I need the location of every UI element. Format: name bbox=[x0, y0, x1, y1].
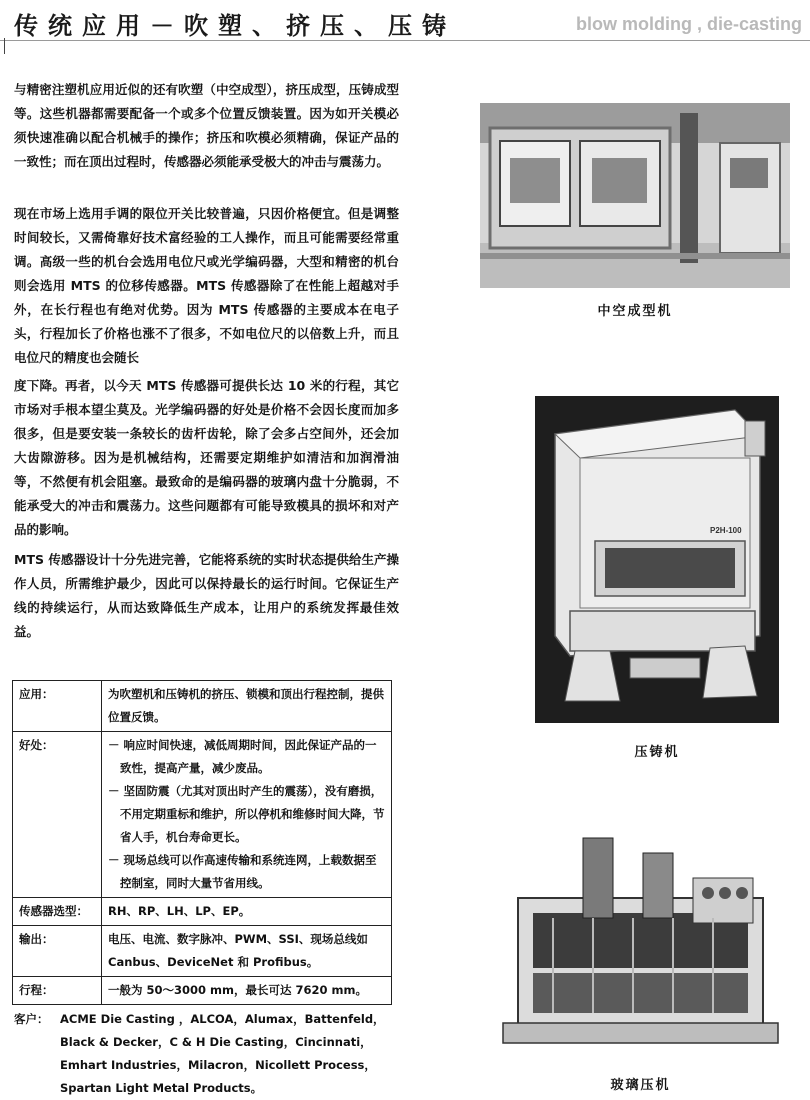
table-row bbox=[13, 926, 392, 977]
figure-caption-glass-press: 玻璃压机 bbox=[610, 1078, 671, 1093]
blow-molding-machine-photo bbox=[480, 103, 790, 288]
table-row bbox=[13, 681, 392, 732]
clients-block bbox=[14, 1008, 399, 1100]
paragraph-encoder: 度下降。再者，以今天 MTS 传感器可提供长达 10 米的行程，其它市场对手根本望尘莫及。光学编码器的好处是价格不会因长度而加多很多，但是要安装一条较长的齿杆齿轮，除了会多占空间外，还会加大齿隙游移。因为是机械结构，还需要定期维护如清洁和加润滑油等，不然便有机会阻塞。最致命的是编码器的玻璃内盘十分脆弱，不能承受大的冲击和震荡力。这些问题都有可能导致模具的损坏和对产品的影响。 bbox=[14, 378, 399, 537]
press-model-label: P2H-100 bbox=[710, 526, 742, 535]
row-key-benefits: 好处： bbox=[13, 732, 102, 898]
clients-list: ACME Die Casting ，ALCOA，Alumax，Battenfeld，Black & Decker，C & H Die Casting，Cincinnati，Emhart Industries，Milacron，Nicollett Process，Spartan Light Metal Products。 bbox=[60, 1012, 385, 1095]
figure-caption-die-casting: 压铸机 bbox=[634, 745, 680, 760]
paragraph-intro: 与精密注塑机应用近似的还有吹塑（中空成型），挤压成型，压铸成型等。这些机器都需要配备一个或多个位置反馈装置。因为如开关模必须快速准确以配合机械手的操作；挤压和吹模必须精确，保证产品的一致性；而在顶出过程时，传感器必须能承受极大的冲击与震荡力。 bbox=[14, 82, 399, 169]
paragraph-mts: MTS 传感器设计十分先进完善，它能将系统的实时状态提供给生产操作人员，所需维护最少，因此可以保持最长的运行时间。它保证生产线的持续运行，从而达致降低生产成本，让用户的系统发挥最佳效益。 bbox=[14, 552, 399, 639]
row-key-output: 输出： bbox=[13, 926, 102, 977]
spec-table bbox=[12, 680, 392, 1005]
row-value-output: 电压、电流、数字脉冲、PWM、SSI、现场总线如 Canbus、DeviceNet 和 Profibus。 bbox=[102, 926, 392, 977]
row-value-benefits bbox=[102, 732, 392, 898]
row-value-application: 为吹塑机和压铸机的挤压、锁模和顶出行程控制，提供位置反馈。 bbox=[102, 681, 392, 732]
row-key-application: 应用： bbox=[13, 681, 102, 732]
paragraph-market: 现在市场上选用手调的限位开关比较普遍，只因价格便宜。但是调整时间较长，又需倚靠好技术富经验的工人操作，而且可能需要经常重调。高级一些的机台会选用电位尺或光学编码器，大型和精密的机台则会选用 MTS 的位移传感器。MTS 传感器除了在性能上超越对手外，在长行程也有绝对优势。因为 MTS 传感器的主要成本在电子头，行程加长了价格也涨不了很多，不如电位尺的以倍数上升，而且电位尺的精度也会随长 bbox=[14, 206, 399, 365]
header-divider bbox=[0, 40, 810, 41]
benefit-item: － 坚固防震（尤其对顶出时产生的震荡），没有磨损，不用定期重标和维护，所以停机和维修时间大降，节省人手，机台寿命更长。 bbox=[108, 784, 385, 844]
table-row bbox=[13, 898, 392, 926]
figure-caption-blow-molding: 中空成型机 bbox=[597, 304, 673, 319]
row-value-stroke: 一般为 50～3000 mm，最长可达 7620 mm。 bbox=[102, 977, 392, 1005]
row-key-stroke: 行程： bbox=[13, 977, 102, 1005]
page-title-english: blow molding , die-casting bbox=[575, 14, 802, 34]
glass-press-photo bbox=[493, 818, 788, 1058]
page-title: 传统应用－吹塑、挤压、压铸 bbox=[14, 12, 456, 40]
benefit-item: － 现场总线可以作高速传输和系统连网，上载数据至控制室，同时大量节省用线。 bbox=[108, 853, 377, 890]
row-value-models: RH、RP、LH、LP、EP。 bbox=[102, 898, 392, 926]
die-casting-press-photo bbox=[535, 396, 779, 723]
clients-label: 客户： bbox=[14, 1012, 49, 1026]
table-row bbox=[13, 732, 392, 898]
benefit-item: － 响应时间快速，减低周期时间，因此保证产品的一致性，提高产量，减少废品。 bbox=[108, 738, 377, 775]
table-row bbox=[13, 977, 392, 1005]
header-tick bbox=[4, 38, 5, 54]
row-key-models: 传感器选型： bbox=[13, 898, 102, 926]
